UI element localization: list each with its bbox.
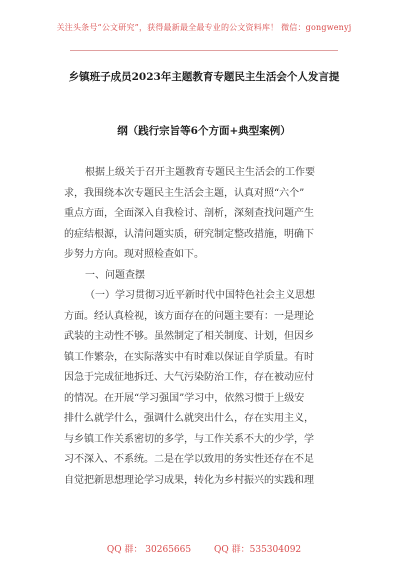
footer-qq-group-2: QQ 群：535304092 (214, 545, 302, 555)
section-heading: 一、问题查摆 (85, 269, 145, 281)
body-line: （一）学习贯彻习近平新时代中国特色社会主义思想 (85, 290, 315, 301)
document-title-line1: 乡镇班子成员2023年主题教育专题民主生活会个人发言提 (68, 71, 340, 83)
body-line: 武装的主动性不够。虽然制定了相关制度、计划，但因乡 (64, 331, 314, 342)
body-line: 习不深入、不系统。二是在学以致用的务实性还存在不足 (64, 454, 314, 465)
body-line: 步努力方向。现对照检查如下。 (64, 249, 204, 260)
header-banner: 关注头条号“公文研究”，获得最新最全最专业的公文资料库！ 微信：gongwenyj (56, 23, 352, 32)
body-line: 镇工作繁杂，在实际落实中有时难以保证自学质量。有时 (64, 351, 314, 363)
header-divider (70, 50, 338, 51)
body-line: 重点方面，全面深入自我检讨、剖析，深刻查找问题产生 (64, 208, 314, 219)
footer-banner (0, 542, 408, 555)
body-line: 的情况。在开展“学习强国”学习中，依然习惯于上级安 (64, 392, 305, 404)
body-line: 求，我围绕本次专题民主生活会主题，认真对照“六个” (64, 187, 305, 199)
body-line: 与乡镇工作关系密切的多学，与工作关系不大的少学，学 (64, 433, 314, 445)
body-line: 方面。经认真检视，该方面存在的问题主要有：一是理论 (64, 310, 314, 322)
body-line: 自觉把新思想理论学习成果，转化为乡村振兴的实践和理 (64, 474, 314, 486)
body-line: 因急于完成征地拆迁、大气污染防治工作，存在被动应付 (64, 372, 314, 383)
body-line: 排什么就学什么，强调什么就突出什么，存在实用主义， (64, 413, 314, 424)
document-title-line2: 纲（践行宗旨等6个方面+典型案例） (117, 125, 291, 137)
document-body (64, 163, 346, 491)
footer-qq-group: QQ 群： 30265665 (106, 545, 192, 555)
body-line: 的症结根源，认清问题实质，研究制定整改措施，明确下 (64, 228, 314, 240)
body-line: 根据上级关于召开主题教育专题民主生活会的工作要 (85, 167, 315, 178)
